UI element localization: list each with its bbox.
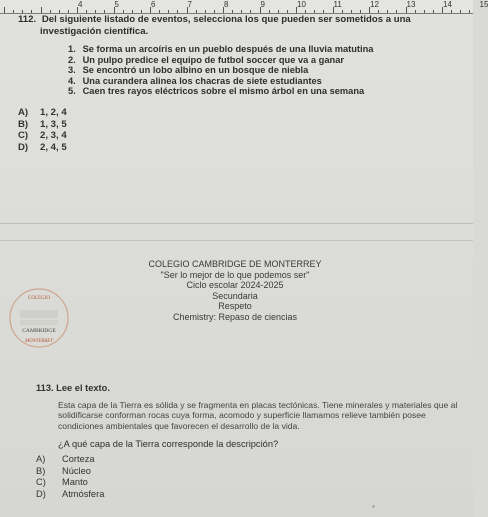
question-number: 112. xyxy=(18,14,37,25)
ruler-tick xyxy=(442,7,443,13)
ruler-number: 9 xyxy=(260,0,265,9)
list-item: 4. Una curandera alinea los chacras de siete estudiantes xyxy=(68,75,322,86)
ruler-tick xyxy=(269,10,270,13)
ruler-tick xyxy=(360,10,361,13)
list-item: 5. Caen tres rayos eléctricos sobre el mismo árbol en una semana xyxy=(68,86,365,97)
school-seal-icon xyxy=(8,287,70,349)
ruler-tick xyxy=(205,10,206,13)
ruler-tick xyxy=(451,10,452,13)
page-divider xyxy=(0,223,473,224)
ruler-tick xyxy=(250,10,251,13)
ruler-tick xyxy=(424,10,425,13)
ruler-tick xyxy=(31,10,32,13)
ruler-tick xyxy=(378,10,379,13)
question-113-prompt: ¿A qué capa de la Tierra corresponde la descripción? xyxy=(58,439,279,449)
seal-bottom-text: MONTERREY xyxy=(25,339,53,344)
answer-option: B) 1, 3, 5 xyxy=(18,118,67,130)
ruler-tick xyxy=(114,7,115,13)
ruler-number: 6 xyxy=(151,0,156,9)
question-title-line-2: investigación científica. xyxy=(40,26,149,37)
ruler-tick xyxy=(333,7,334,13)
ruler-number: 13 xyxy=(406,0,416,9)
answer-option: B) Núcleo xyxy=(36,465,91,476)
reading-passage: Esta capa de la Tierra es sólida y se fragmenta en placas tectónicas. Tiene minerales y materiales que al solidificarse conforman rocas cuya forma, acomodo y superficie llamamos relieve también posee condiciones ambientales que favorecen el desarrollo de la vida. xyxy=(58,400,458,431)
ruler-tick xyxy=(351,10,352,13)
ruler-tick xyxy=(104,10,105,13)
event-list xyxy=(68,44,468,97)
ruler-tick xyxy=(287,10,288,13)
answer-options-113 xyxy=(36,454,104,500)
ruler-tick xyxy=(41,7,42,13)
ruler-tick xyxy=(223,7,224,13)
list-item: 1. Se forma un arcoíris en un pueblo después de una lluvia matutina xyxy=(68,44,374,54)
ruler-tick xyxy=(260,7,261,13)
question-title-line-1: Del siguiente listado de eventos, selecciona los que pueden ser sometidos a una xyxy=(41,14,411,25)
ruler-tick xyxy=(95,10,96,13)
ruler-tick xyxy=(305,10,306,13)
school-value: Respeto xyxy=(218,301,252,311)
ruler-number: 4 xyxy=(78,0,83,9)
ruler-tick xyxy=(296,7,297,13)
ruler-number: 5 xyxy=(114,0,119,9)
ruler-tick xyxy=(323,10,324,13)
ruler-tick xyxy=(4,7,5,13)
ruler-tick xyxy=(77,7,78,13)
ruler-tick xyxy=(460,10,461,13)
ruler-tick xyxy=(22,10,23,13)
ruler-tick xyxy=(68,10,69,13)
ruler-tick xyxy=(159,10,160,13)
ruler-tick xyxy=(123,10,124,13)
seal-middle-text: CAMBRIDGE xyxy=(22,328,56,334)
ruler-tick xyxy=(232,10,233,13)
subject-title: Chemistry: Repaso de ciencias xyxy=(172,311,298,322)
ruler xyxy=(0,0,488,14)
school-cycle: Ciclo escolar 2024-2025 xyxy=(186,280,284,290)
ruler-number: 7 xyxy=(187,0,192,9)
ruler-tick xyxy=(86,10,87,13)
ruler-tick xyxy=(150,7,151,13)
seal-top-text: COLEGIO xyxy=(28,296,50,301)
school-name: COLEGIO CAMBRIDGE DE MONTERREY xyxy=(148,259,322,269)
answer-options-112 xyxy=(18,107,67,153)
page-divider xyxy=(0,240,473,241)
ruler-tick xyxy=(50,10,51,13)
paper-speck xyxy=(372,505,375,508)
answer-option: A) Corteza xyxy=(36,454,95,464)
answer-option: D) 2, 4, 5 xyxy=(18,141,67,153)
answer-option: A) 1, 2, 4 xyxy=(18,107,67,118)
ruler-tick xyxy=(59,10,60,13)
ruler-tick xyxy=(13,10,14,13)
list-item: 2. Un pulpo predice el equipo de futbol soccer que va a ganar xyxy=(68,54,344,65)
ruler-number: 14 xyxy=(443,0,452,9)
ruler-tick xyxy=(387,10,388,13)
ruler-tick xyxy=(369,7,370,13)
list-item: 3. Se encontró un lobo albino en un bosque de niebla xyxy=(68,65,309,76)
ruler-tick xyxy=(469,10,470,13)
ruler-number: 11 xyxy=(333,0,342,9)
school-motto: "Ser lo mejor de lo que podemos ser" xyxy=(160,269,310,280)
ruler-tick xyxy=(342,10,343,13)
ruler-tick xyxy=(177,10,178,13)
school-header xyxy=(135,259,335,322)
ruler-tick xyxy=(214,10,215,13)
ruler-number: 15 xyxy=(479,0,488,9)
answer-option: D) Atmósfera xyxy=(36,488,105,499)
school-level: Secundaria xyxy=(212,290,258,301)
ruler-tick xyxy=(132,10,133,13)
ruler-tick xyxy=(406,7,407,13)
ruler-number: 8 xyxy=(224,0,229,9)
ruler-number: 10 xyxy=(297,0,306,9)
ruler-tick xyxy=(278,10,279,13)
ruler-tick xyxy=(314,10,315,13)
answer-option: C) 2, 3, 4 xyxy=(18,130,67,142)
ruler-tick xyxy=(433,10,434,13)
ruler-tick xyxy=(196,10,197,13)
question-113-label: 113. Lee el texto. xyxy=(36,383,110,393)
ruler-tick xyxy=(241,10,242,13)
ruler-tick xyxy=(396,10,397,13)
ruler-tick xyxy=(415,10,416,13)
ruler-tick xyxy=(141,10,142,13)
ruler-tick xyxy=(187,7,188,13)
ruler-number: 12 xyxy=(370,0,379,9)
question-112-title xyxy=(18,14,468,38)
ruler-tick xyxy=(168,10,169,13)
answer-option: C) Manto xyxy=(36,477,88,488)
